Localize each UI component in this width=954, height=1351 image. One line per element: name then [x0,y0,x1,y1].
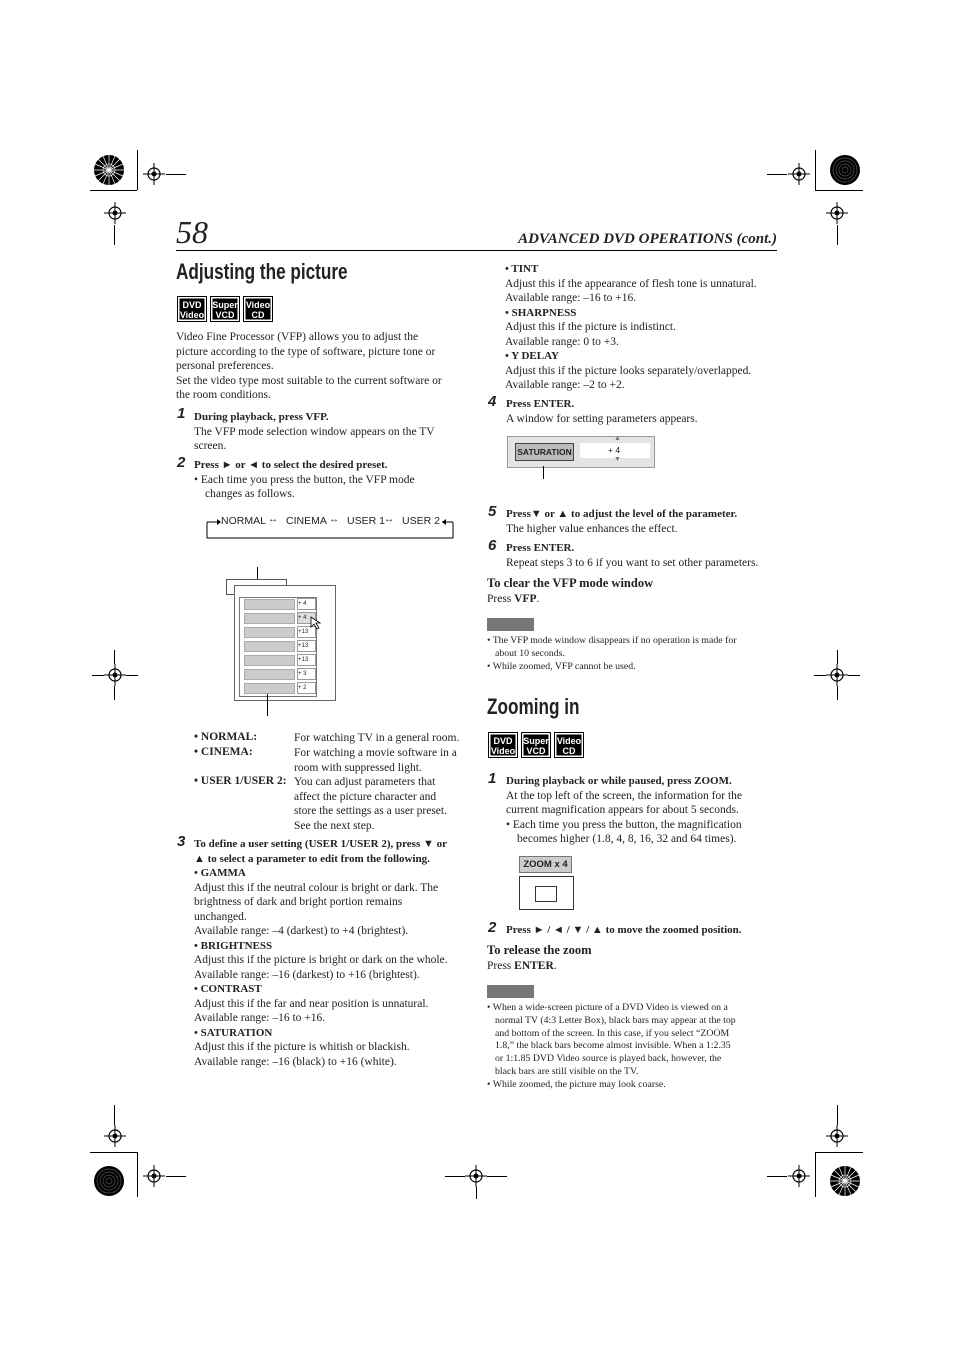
crosshair-icon [788,163,810,185]
super-vcd-badge: Super VCD [210,296,240,322]
saturation-window [507,436,655,468]
param-bar [244,613,295,624]
step-number: 2 [488,919,497,936]
crosshair-icon [104,1125,126,1147]
clear-vfp-heading: To clear the VFP mode window [487,576,654,590]
step-2: Press ► or ◄ to select the desired preset. • Each time you press the button, the VFP mode changes as follows. [194,459,415,500]
step-number: 1 [177,405,186,422]
pointer-line [543,466,544,479]
video-cd-badge: Video CD [554,732,584,758]
crosshair-icon [826,1125,848,1147]
cycle-normal: NORMAL [221,515,266,527]
registration-disc-icon [93,1165,125,1197]
crosshair-icon [788,1165,810,1187]
param-value: +13 [297,654,316,666]
param-bar [244,641,295,652]
step-1: During playback, press VFP. The VFP mode selection window appears on the TV screen. [194,411,435,452]
saturation-value: + 4 [608,445,621,455]
notes-label [487,985,534,998]
cycle-user1: USER 1 [347,515,385,527]
vfp-mode-cycle [206,513,454,538]
zoom-step-2: Press ► / ◄ / ▼ / ▲ to move the zoomed position. [506,924,742,936]
header-rule [176,250,777,251]
zoom-frame [519,876,574,910]
step-5: Press▼ or ▲ to adjust the level of the parameter. The higher value enhances the effect. [506,508,738,535]
step-number: 2 [177,454,186,471]
notes-label [487,618,534,631]
crosshair-icon [826,202,848,224]
param-bar [244,655,295,666]
param-value: + 3 [297,668,316,680]
release-zoom-heading: To release the zoom [487,943,592,957]
param-bar [244,669,295,680]
release-zoom-body: Press ENTER. [487,960,557,972]
crosshair-icon [143,163,165,185]
section-title-text: Adjusting the picture [176,259,348,284]
zoom-label: ZOOM x 4 [519,856,572,873]
clear-vfp-body: Press VFP. [487,593,540,605]
param-value: +13 [297,626,316,638]
param-value: + 4 [297,598,316,610]
cycle-user2: USER 2 [402,515,440,527]
mode-user-desc: You can adjust parameters that affect the picture character and store the settings as a user preset. See the next step. [294,776,447,832]
param-bar [244,683,295,694]
pointer-line [257,567,258,579]
header-title: ADVANCED DVD OPERATIONS (cont.) [518,231,777,247]
mode-normal-term: • NORMAL: [194,731,258,743]
pointer-line [267,694,268,716]
step-number: 3 [177,833,186,850]
super-vcd-badge: Super VCD [521,732,551,758]
notes-1: • The VFP mode window disappears if no operation is made for about 10 seconds. • While zoomed, VFP cannot be used. [487,635,737,672]
step-number: 6 [488,537,497,554]
dvd-video-badge: DVD Video [488,732,518,758]
registration-wheel-icon [829,1165,861,1197]
param-value: +13 [297,640,316,652]
vfp-window-illustration [226,567,338,707]
param-value: + 4 [297,612,316,624]
cycle-arrow-icon: ↔ [329,514,339,525]
step-6: Press ENTER. Repeat steps 3 to 6 if you want to set other parameters. [506,542,759,569]
video-cd-badge: Video CD [243,296,273,322]
registration-disc-icon [829,154,861,186]
mode-normal-desc: For watching TV in a general room. [294,732,460,744]
mode-cinema-term: • CINEMA: [194,746,253,758]
crosshair-icon [143,1165,165,1187]
cursor-icon [309,616,321,630]
down-arrow-icon: ▼ [614,456,621,463]
param-list-cont: • TINT Adjust this if the appearance of flesh tone is unnatural. Available range: –16 to +16. • SHARPNESS Adjust this if the picture is indistinct. Available range: 0 to +3. • Y DELAY Adjust this if the picture looks separately/overlapped. Available range: –2 to +2. [505,263,757,391]
intro-text: Video Fine Processor (VFP) allows you to adjust the picture according to the type of software, picture tone or personal preferences. Set the video type most suitable to the current software or the room conditions. [176,331,442,401]
zoom-step-1: During playback or while paused, press ZOOM. At the top left of the screen, the information for the current magnification appears for about 5 seconds. • Each time you press the button, the magnification becomes higher (1.8, 4, 8, 16, 32 and 64 times). [506,775,742,845]
section-title [176,259,436,287]
cycle-arrow-icon: ↔ [384,514,394,525]
saturation-label: SATURATION [515,443,574,461]
notes-2: • When a wide-screen picture of a DVD Video is viewed on a normal TV (4:3 Letter Box), black bars may appear at the top and bottom of the screen. In this case, if you select “ZOOM 1.8,” the black bars become almost invisible. When a 1:2.35 or 1:1.85 DVD Video source is played back, however, the black bars are still visible on the TV. • While zoomed, the picture may look coarse. [487,1002,736,1090]
mode-cinema-desc: For watching a movie software in a room with suppressed light. [294,747,457,774]
crosshair-icon [104,664,126,686]
crosshair-icon [826,664,848,686]
page-number: 58 [176,214,208,250]
up-arrow-icon: ▲ [614,435,621,442]
cycle-arrow-icon: ↔ [268,514,278,525]
zoom-area [535,886,557,902]
step-4: Press ENTER. A window for setting parameters appears. [506,398,698,425]
cycle-cinema: CINEMA [286,515,327,527]
step-number: 1 [488,770,497,787]
registration-wheel-icon [93,154,125,186]
param-bar [244,599,295,610]
crosshair-icon [465,1165,487,1187]
crosshair-icon [104,202,126,224]
param-bar [244,627,295,638]
step-number: 4 [488,393,497,410]
mode-user-term: • USER 1/USER 2: [194,775,287,787]
section-title [487,694,687,722]
dvd-video-badge: DVD Video [177,296,207,322]
step-3: To define a user setting (USER 1/USER 2), press ▼ or ▲ to select a parameter to edit from the following. • GAMMA Adjust this if the neutral colour is bright or dark. The brightness of dark and bright portion remains unchanged. Available range: –4 (darkest) to +4 (brightest). • BRIGHTNESS Adjust this if the picture is bright or dark on the whole. Available range: –16 (darkest) to +16 (brightest). • CONTRAST Adjust this if the far and near position is unnatural. Available range: –16 to +16. • SATURATION Adjust this if the picture is whitish or blackish. Available range: –16 (black) to +16 (white). [194,838,448,1068]
step-number: 5 [488,503,497,520]
param-value: + 2 [297,682,316,694]
section-title-text: Zooming in [487,694,580,719]
